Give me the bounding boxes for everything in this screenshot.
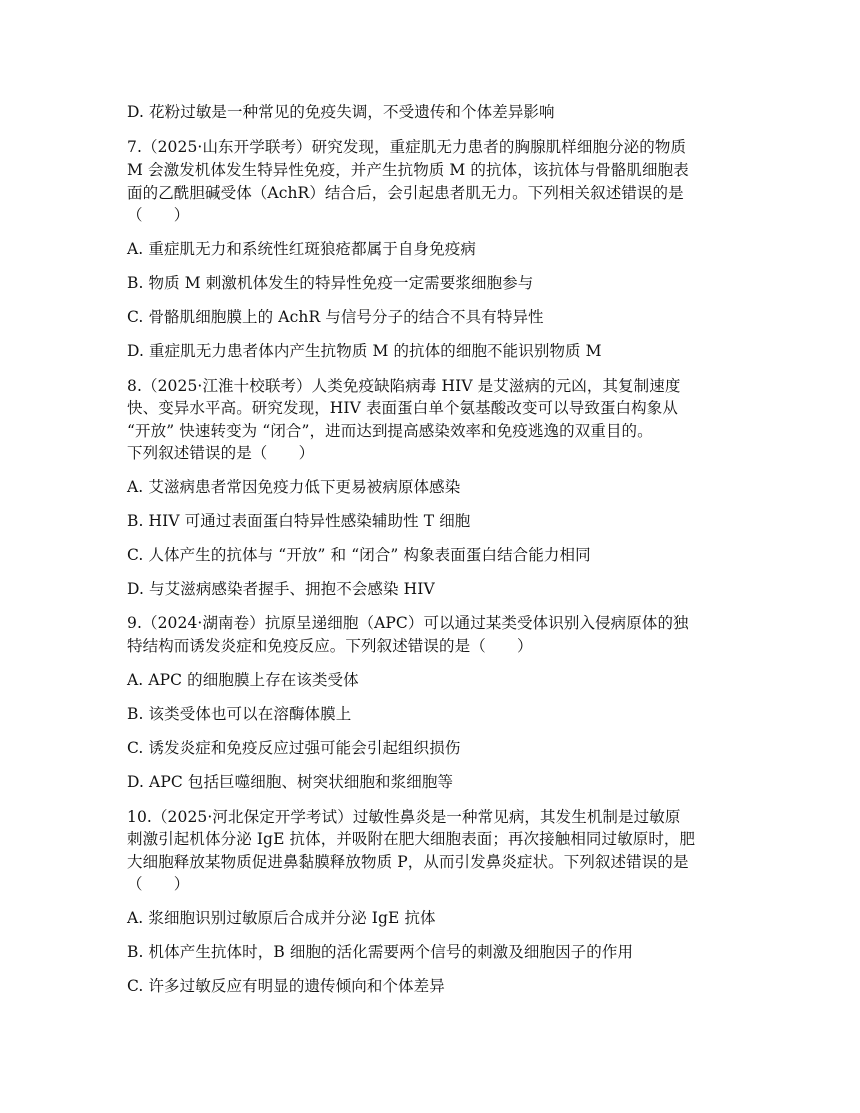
question-9-line-2: 特结构而诱发炎症和免疫反应。下列叙述错误的是（ ） [127,637,533,655]
option-8d: D. 与艾滋病感染者握手、拥抱不会感染 HIV [127,580,435,598]
option-7c: C. 骨骼肌细胞膜上的 AchR 与信号分子的结合不具有特异性 [127,308,544,326]
option-8c: C. 人体产生的抗体与 “开放” 和 “闭合” 构象表面蛋白结合能力相同 [127,546,591,564]
question-8-line-2: 快、变异水平高。研究发现，HIV 表面蛋白单个氨基酸改变可以导致蛋白构象从 [127,399,678,417]
option-7a: A. 重症肌无力和系统性红斑狼疮都属于自身免疫病 [127,240,476,258]
option-10a: A. 浆细胞识别过敏原后合成并分泌 IgE 抗体 [127,909,436,927]
option-7d: D. 重症肌无力患者体内产生抗物质 M 的抗体的细胞不能识别物质 M [127,342,602,360]
option-7b: B. 物质 M 刺激机体发生的特异性免疫一定需要浆细胞参与 [127,274,534,292]
question-7-line-1: 7.（2025·山东开学联考）研究发现，重症肌无力患者的胸腺肌样细胞分泌的物质 [127,138,687,156]
option-8a: A. 艾滋病患者常因免疫力低下更易被病原体感染 [127,478,461,496]
option-10c: C. 许多过敏反应有明显的遗传倾向和个体差异 [127,977,445,995]
option-6d: D. 花粉过敏是一种常见的免疫失调，不受遗传和个体差异影响 [127,103,555,121]
option-8b: B. HIV 可通过表面蛋白特异性感染辅助性 T 细胞 [127,512,471,530]
option-9c: C. 诱发炎症和免疫反应过强可能会引起组织损伤 [127,739,461,757]
question-10-line-3: 大细胞释放某物质促进鼻黏膜释放物质 P，从而引发鼻炎症状。下列叙述错误的是 [127,853,689,871]
option-9b: B. 该类受体也可以在溶酶体膜上 [127,705,352,723]
question-7-answer-blank: （ ） [127,206,190,224]
question-10-line-1: 10.（2025·河北保定开学考试）过敏性鼻炎是一种常见病，其发生机制是过敏原 [127,808,681,826]
question-10-line-2: 刺激引起机体分泌 IgE 抗体，并吸附在肥大细胞表面；再次接触相同过敏原时，肥 [127,830,696,848]
option-9a: A. APC 的细胞膜上存在该类受体 [127,671,359,689]
question-8-line-1: 8.（2025·江淮十校联考）人类免疫缺陷病毒 HIV 是艾滋病的元凶，其复制速度 [127,377,681,395]
question-7-line-3: 面的乙酰胆碱受体（AchR）结合后，会引起患者肌无力。下列相关叙述错误的是 [127,184,684,202]
question-9-line-1: 9.（2024·湖南卷）抗原呈递细胞（APC）可以通过某类受体识别入侵病原体的独 [127,614,689,632]
option-10b: B. 机体产生抗体时，B 细胞的活化需要两个信号的刺激及细胞因子的作用 [127,943,634,961]
question-8-line-4: 下列叙述错误的是（ ） [127,444,315,462]
question-8-line-3: “开放” 快速转变为 “闭合”，进而达到提高感染效率和免疫逃逸的双重目的。 [127,422,653,440]
question-7-line-2: M 会激发机体发生特异性免疫，并产生抗物质 M 的抗体，该抗体与骨骼肌细胞表 [127,161,689,179]
option-9d: D. APC 包括巨噬细胞、树突状细胞和浆细胞等 [127,773,454,791]
question-10-answer-blank: （ ） [127,875,190,893]
